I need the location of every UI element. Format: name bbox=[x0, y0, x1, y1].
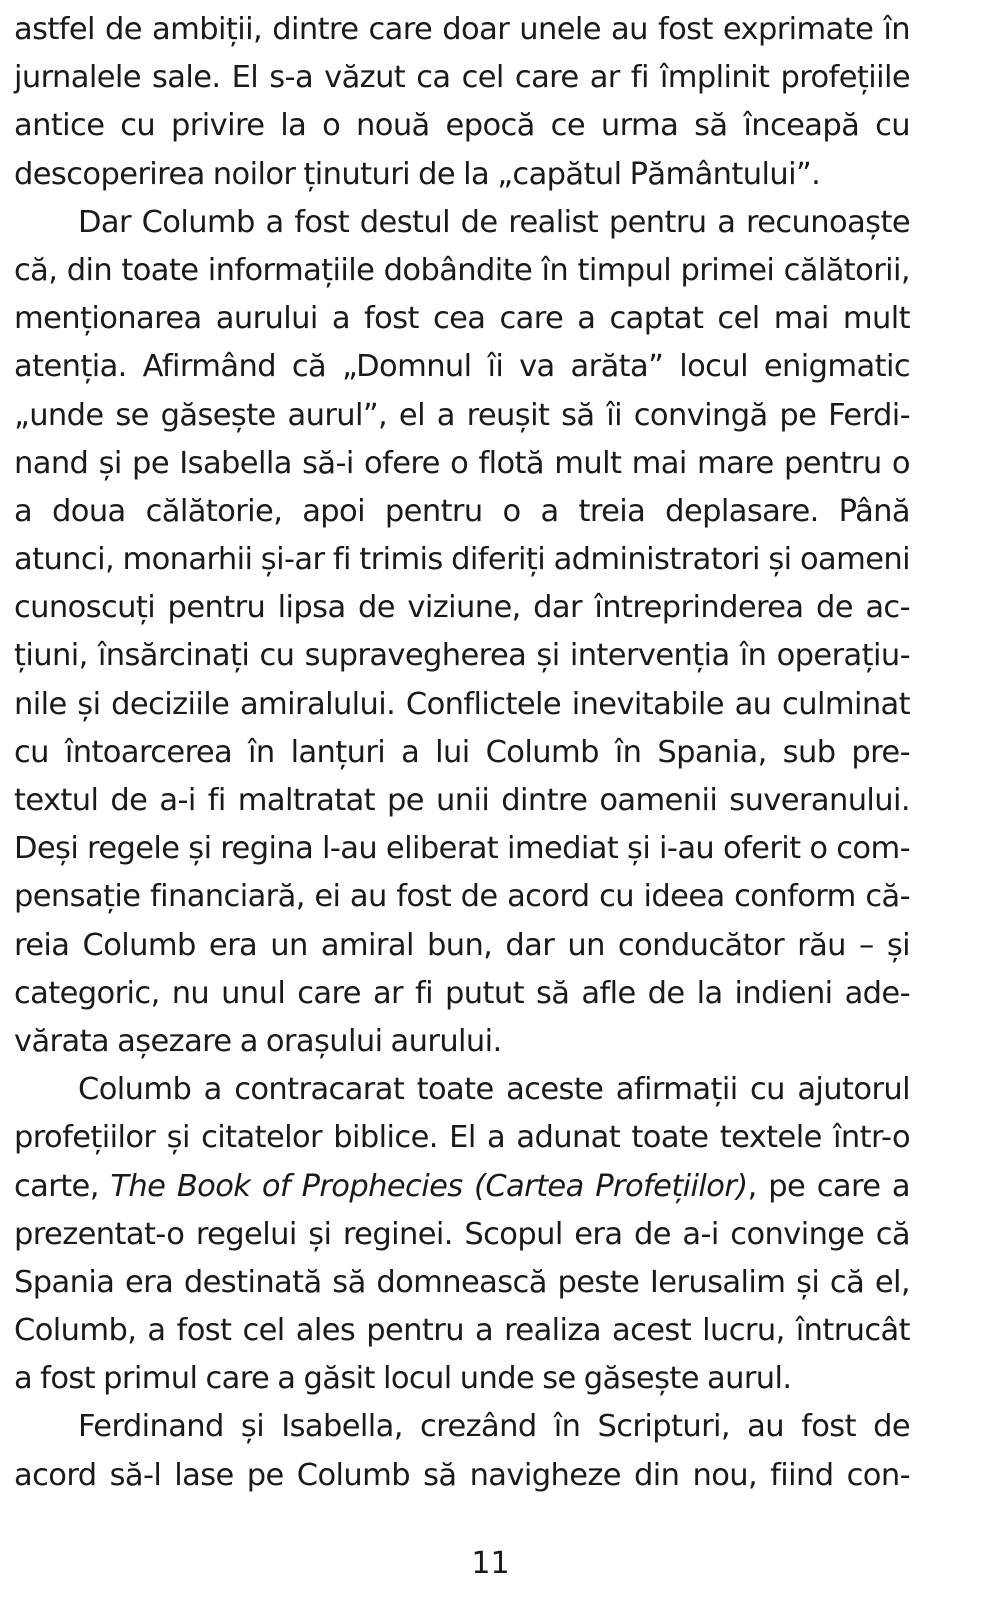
text-line: acord să-l lase pe Columb să navigheze din nou, fiind con- bbox=[14, 1457, 910, 1493]
text-line: menționarea aurului a fost cea care a captat cel mai mult bbox=[14, 301, 910, 337]
text-line: că, din toate informațiile dobândite în timpul primei călătorii, bbox=[14, 252, 910, 288]
text-line: antice cu privire la o nouă epocă ce urma să înceapă cu bbox=[14, 108, 910, 144]
text-line: a fost primul care a găsit locul unde se găsește aurul. bbox=[14, 1361, 792, 1397]
text-line: pensație financiară, ei au fost de acord cu ideea conform că- bbox=[14, 879, 910, 915]
text-line: nile și deciziile amiralului. Conflictele inevitabile au culminat bbox=[14, 686, 910, 722]
text-line: „unde se găsește aurul”, el a reușit să îi convingă pe Ferdi- bbox=[14, 397, 910, 433]
text-line: textul de a-i fi maltratat pe unii dintre oamenii suveranului. bbox=[14, 783, 910, 818]
text-line: țiuni, însărcinați cu supravegherea și intervenția în operațiu- bbox=[14, 638, 910, 674]
text-line: nand și pe Isabella să-i ofere o flotă mult mai mare pentru o bbox=[14, 445, 910, 481]
paragraph-start-line: Ferdinand și Isabella, crezând în Scripturi, au fost de bbox=[78, 1409, 910, 1445]
page-number: 11 bbox=[471, 1546, 510, 1581]
text-segment: carte, bbox=[14, 1168, 111, 1204]
text-line: categoric, nu unul care ar fi putut să afle de la indieni ade- bbox=[14, 975, 910, 1011]
text-line: cunoscuți pentru lipsa de viziune, dar întreprinderea de ac- bbox=[14, 590, 910, 626]
text-line-with-book-title bbox=[14, 1163, 910, 1211]
text-line: Deși regele și regina l-au eliberat imediat și i-au oferit o com- bbox=[14, 831, 910, 867]
text-line: astfel de ambiții, dintre care doar unele au fost exprimate în bbox=[14, 12, 910, 47]
text-line: Columb, a fost cel ales pentru a realiza acest lucru, întrucât bbox=[14, 1313, 910, 1349]
text-line: atenția. Afirmând că „Domnul îi va arăta” locul enigmatic bbox=[14, 349, 910, 385]
text-line: jurnalele sale. El s-a văzut ca cel care ar fi împlinit profețiile bbox=[14, 60, 910, 96]
text-line: profețiilor și citatelor biblice. El a adunat toate textele într-o bbox=[14, 1120, 910, 1156]
paragraph-start-line: Dar Columb a fost destul de realist pentru a recunoaște bbox=[78, 204, 910, 240]
text-line: descoperirea noilor ținuturi de la „capătul Pământului”. bbox=[14, 156, 821, 192]
book-page bbox=[14, 0, 910, 1600]
book-title: The Book of Prophecies (Cartea Profețiilor) bbox=[110, 1168, 748, 1204]
text-line: a doua călătorie, apoi pentru o a treia deplasare. Până bbox=[14, 493, 910, 529]
body-text bbox=[14, 6, 910, 1500]
paragraph-start-line: Columb a contracarat toate aceste afirmații cu ajutorul bbox=[78, 1072, 910, 1108]
text-line: reia Columb era un amiral bun, dar un conducător rău – și bbox=[14, 927, 910, 963]
text-segment: , pe care a bbox=[747, 1168, 911, 1204]
text-line: vărata așezare a orașului aurului. bbox=[14, 1023, 502, 1059]
text-line: atunci, monarhii și-ar fi trimis diferiți administratori și oameni bbox=[14, 542, 910, 578]
text-line: prezentat-o regelui și reginei. Scopul era de a-i convinge că bbox=[14, 1216, 910, 1252]
text-line: Spania era destinată să domnească peste Ierusalim și că el, bbox=[14, 1264, 910, 1300]
text-line: cu întoarcerea în lanțuri a lui Columb în Spania, sub pre- bbox=[14, 734, 910, 770]
